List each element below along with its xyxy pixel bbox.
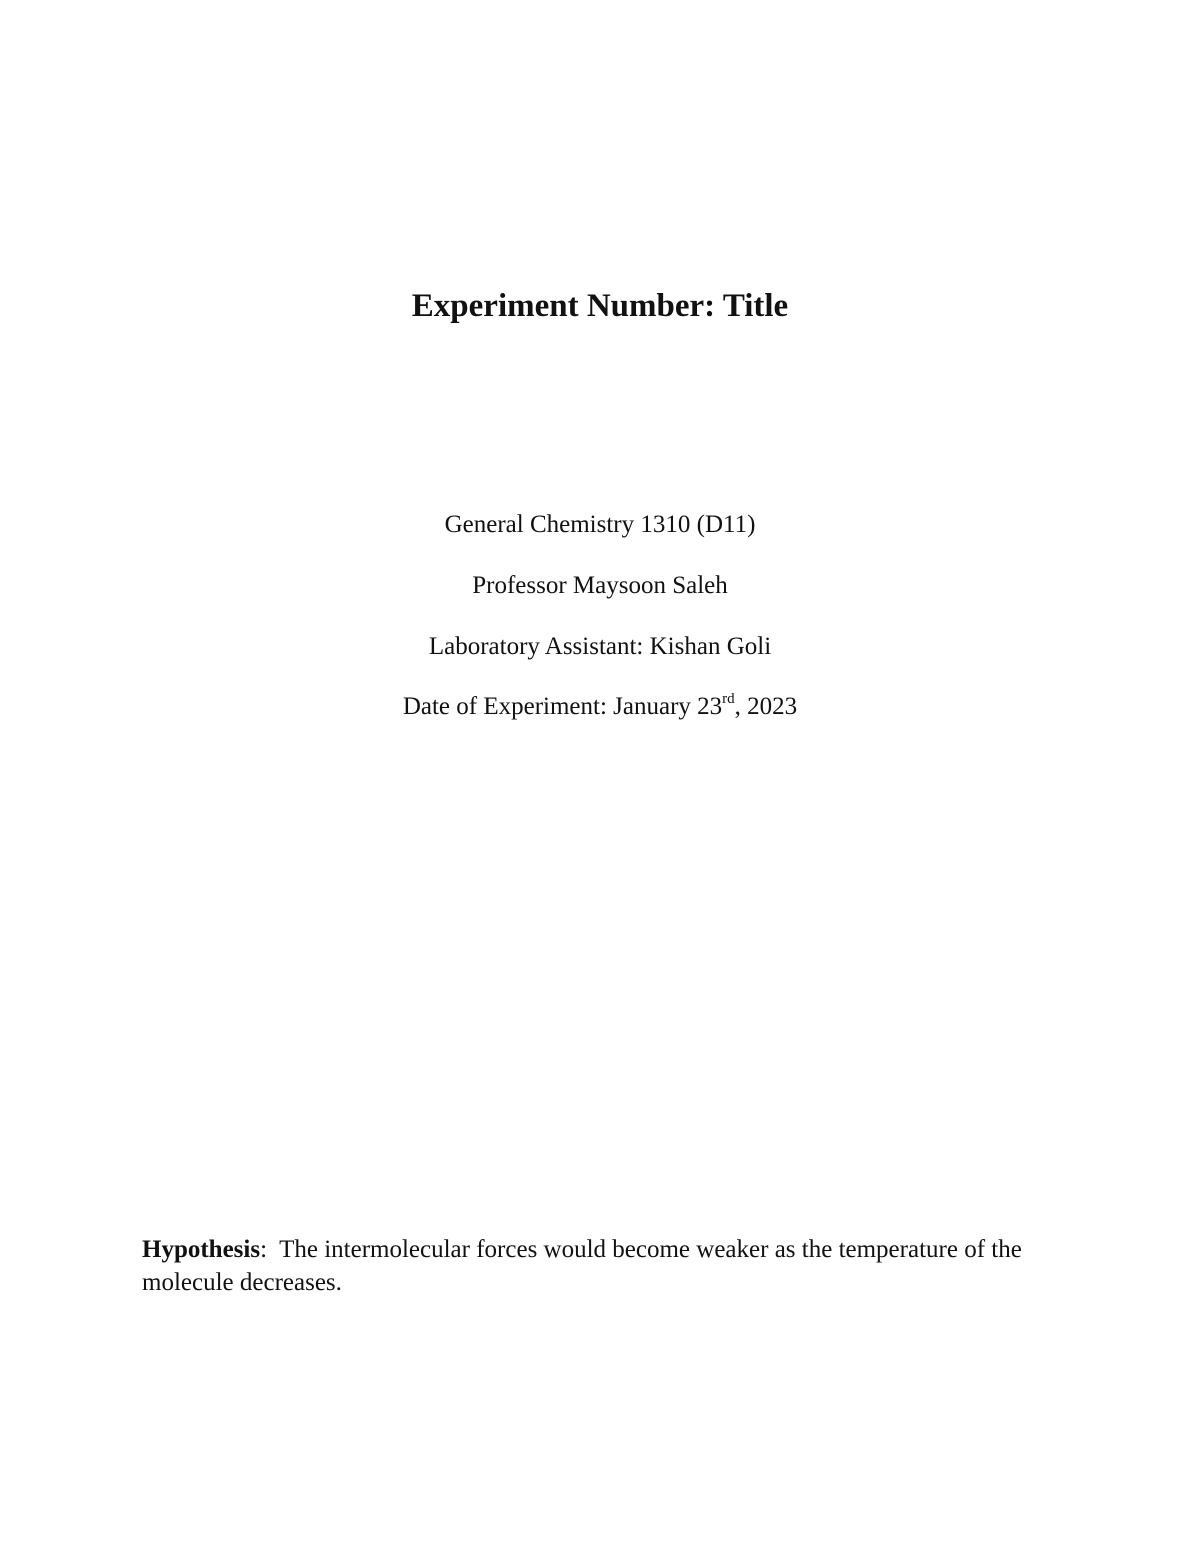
document-title: Experiment Number: Title [411,288,789,324]
experiment-date-main: Date of Experiment: January 23 [402,693,723,720]
experiment-date-line [0,691,1200,723]
hypothesis-label: Hypothesis [142,1236,261,1263]
hypothesis-text: The intermolecular forces would become weaker as the temperature of the molecule decreases. [142,1236,1029,1296]
experiment-date-year: , 2023 [734,693,798,720]
hypothesis-colon: : [260,1236,268,1263]
hypothesis-paragraph [142,1233,1062,1299]
professor-line: Professor Maysoon Saleh [472,572,728,599]
experiment-date-ordinal: rd [722,690,735,707]
lab-assistant-line: Laboratory Assistant: Kishan Goli [428,633,772,660]
course-line: General Chemistry 1310 (D11) [444,511,756,538]
